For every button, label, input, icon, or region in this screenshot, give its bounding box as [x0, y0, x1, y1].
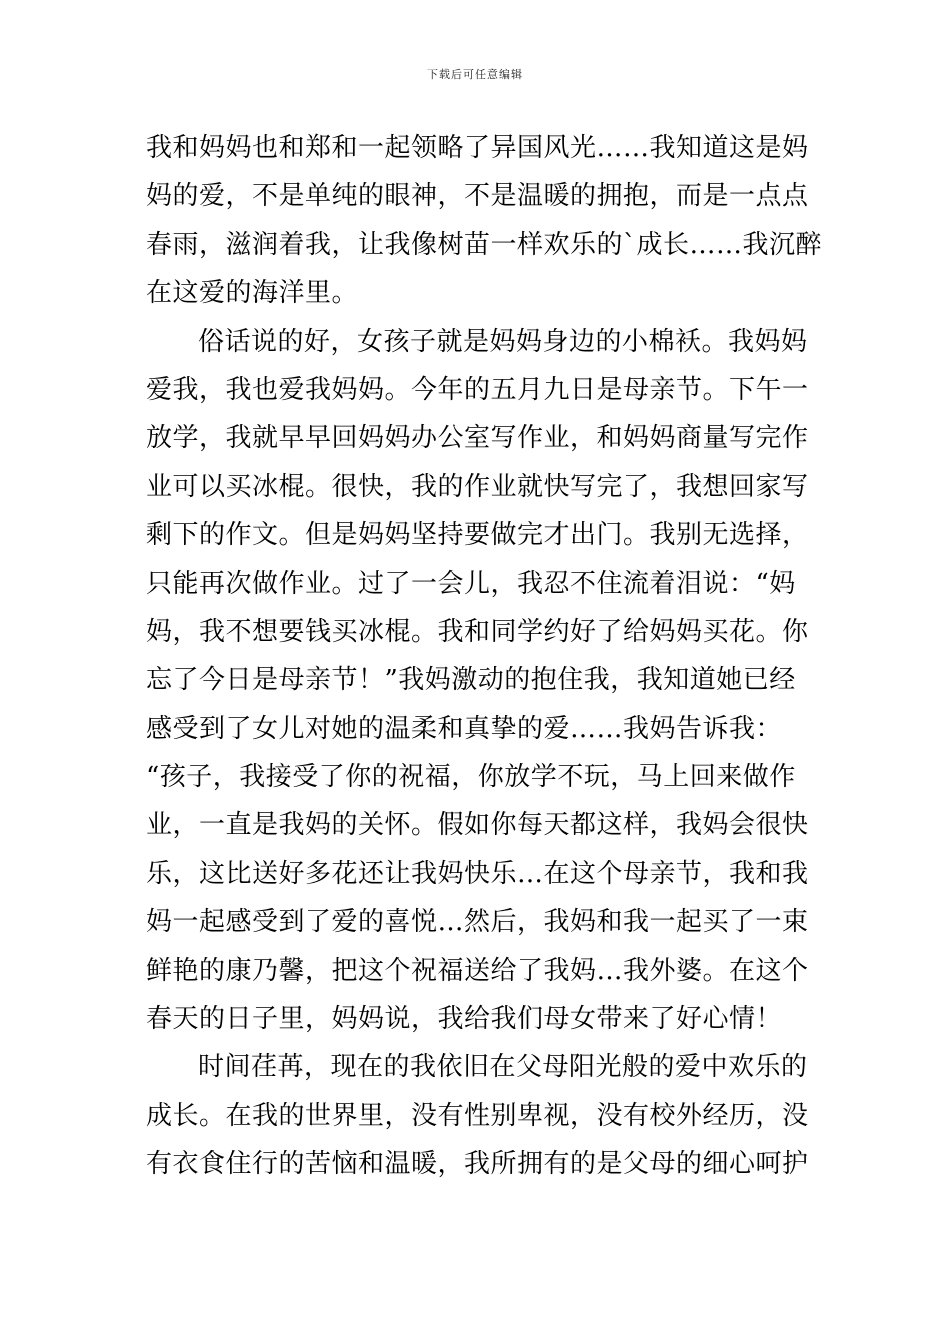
paragraph-first-line: 时间荏苒，现在的我依旧在父母阳光般的爱中欢乐的: [198, 1052, 808, 1083]
text-line: 在这爱的海洋里。: [146, 278, 359, 309]
text-line: 我和妈妈也和郑和一起领略了异国风光……我知道这是妈: [146, 133, 809, 163]
text-line: 感受到了女儿对她的温柔和真挚的爱……我妈告诉我：: [146, 713, 783, 744]
text-line: 妈一起感受到了爱的喜悦…然后，我妈和我一起买了一束: [146, 907, 809, 938]
text-line: 有衣食住行的苦恼和温暖，我所拥有的是父母的细心呵护: [146, 1149, 809, 1180]
text-line: 剩下的作文。但是妈妈坚持要做完才出门。我别无选择，: [146, 520, 809, 551]
text-line: 乐，这比送好多花还让我妈快乐…在这个母亲节，我和我: [146, 858, 809, 889]
text-line: 业，一直是我妈的关怀。假如你每天都这样，我妈会很快: [146, 810, 809, 841]
text-line: 妈，我不想要钱买冰棍。我和同学约好了给妈妈买花。你: [146, 616, 809, 647]
text-line: 春天的日子里，妈妈说，我给我们母女带来了好心情！: [146, 1004, 783, 1035]
document-body: [146, 124, 823, 1189]
text-line: 春雨，滋润着我，让我像树苗一样欢乐的`成长……我沉醉: [146, 229, 823, 260]
text-line: 爱我，我也爱我妈妈。今年的五月九日是母亲节。下午一: [146, 374, 809, 405]
text-line: 只能再次做作业。过了一会儿，我忍不住流着泪说：“妈: [146, 568, 796, 599]
text-line: 妈的爱，不是单纯的眼神，不是温暖的拥抱，而是一点点: [146, 181, 809, 212]
text-line: “孩子，我接受了你的祝福，你放学不玩，马上回来做作: [146, 762, 796, 793]
text-line: 业可以买冰棍。很快，我的作业就快写完了，我想回家写: [146, 471, 809, 502]
paragraph-first-line: 俗话说的好，女孩子就是妈妈身边的小棉袄。我妈妈: [198, 326, 808, 357]
text-line: 放学，我就早早回妈妈办公室写作业，和妈妈商量写完作: [146, 423, 809, 454]
text-line: 鲜艳的康乃馨，把这个祝福送给了我妈…我外婆。在这个: [146, 955, 809, 986]
text-line: 成长。在我的世界里，没有性别卑视，没有校外经历，没: [146, 1100, 809, 1131]
text-line: 忘了今日是母亲节！”我妈激动的抱住我，我知道她已经: [146, 665, 796, 696]
page-header-note: 下载后可任意编辑: [427, 68, 523, 81]
